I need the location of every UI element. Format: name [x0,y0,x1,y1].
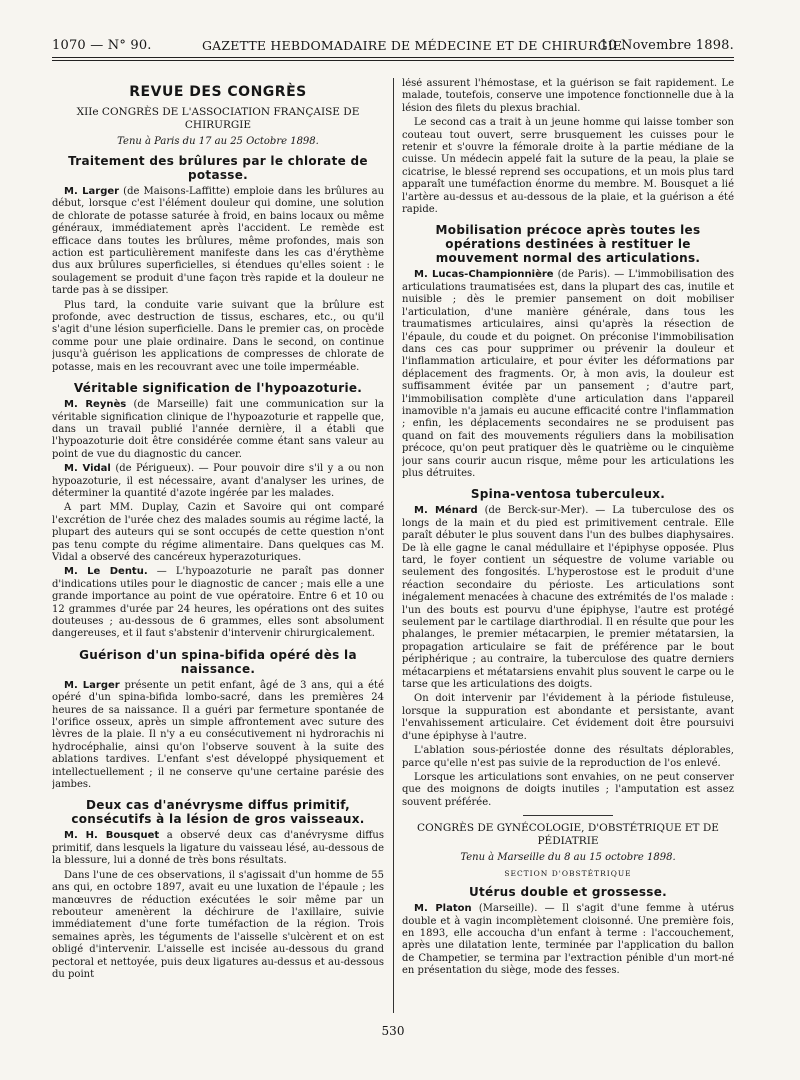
author-name: M. Le Dentu. [64,566,148,578]
article-paragraph: M. Larger présente un petit enfant, âgé de 3 ans, qui a été opéré d'un spina-bifida lombo-sacré, dans les premières 24 heures de sa naissance. Il a guéri par fermeture spontanée de l'orifice osseux, après un simple affrontement avec suture des lèvres de la plaie. Il n'y a eu consécutivement ni hydrorachis ni hydrocéphalie, ainsi qu'on l'observe souvent à la suite des ablations tardives. L'enfant s'est développé physiquement et intellectuellement ; il ne conserve qu'une certaine parésie des jambes. [52,679,384,791]
article-title-spina-ventosa: Spina-ventosa tuberculeux. [470,487,666,502]
article-title-anevrysme: Deux cas d'anévrysme diffus primitif, consécutifs à la lésion de gros vaisseaux. [71,798,365,827]
header-rule-top [52,57,734,58]
article-title-hypoazoturie: Véritable signification de l'hypoazoturie. [73,381,363,396]
article-paragraph: A part MM. Duplay, Cazin et Savoire qui ont comparé l'excrétion de l'urée chez des malades soumis au régime lacté, la plupart des auteurs qui se sont occupés de cette question n'ont pas tenu compte du régime alimentaire. Dans quelques cas M. Vidal a observé des cancéreux hyperazoturiques. [52,502,384,563]
congress-dates: Tenu à Paris du 17 au 25 Octobre 1898. [117,136,319,147]
column-divider [393,78,394,1013]
author-name: M. Reynès [64,399,127,411]
article-paragraph: Dans l'une de ces observations, il s'agissait d'un homme de 55 ans qui, en octobre 1897, avait eu une luxation de l'épaule ; les manœuvres de réduction exécutées le soir même par un rebouteur amenèrent la déchirure de l'axillaire, suivie immédiatement d'une forte tuméfaction de la région. Trois semaines après, les téguments de l'aisselle s'ulcèrent et on est obligé d'intervenir. L'aisselle est incisée au-dessous du grand pectoral et nettoyée, puis deux ligatures au-dessus et au-dessous du point [52,869,384,980]
section-title: REVUE DES CONGRÈS [129,84,307,100]
separator-rule [523,815,613,816]
header-date: 10 Novembre 1898. [599,38,734,53]
article-paragraph: Le second cas a trait à un jeune homme qui laisse tomber son couteau tout ouvert, serre brusquement les cuisses pour le retenir et s'ouvre la fémorale droite à la partie médiane de la cuisse. Un médecin appelé fait la suture de la peau, la plaie se cicatrise, le blessé reprend ses occupations, et un mois plus tard apparaît une tuméfaction énorme du membre. M. Bousquet a lié l'artère au-dessus et au-dessous de la plaie, et la guérison a été rapide. [402,117,734,216]
page-number: 530 [381,1024,405,1038]
article-paragraph: Lorsque les articulations sont envahies, on ne peut conserver que des moignons de doigts inutiles ; l'amputation est assez souvent préférée. [402,771,734,808]
author-name: M. Platon [414,903,472,915]
header-issue: 1070 — N° 90. [52,38,152,53]
article-paragraph: lésé assurent l'hémostase, et la guérison se fait rapidement. Le malade, toutefois, conserve une impotence fonctionnelle due à la lésion des filets du plexus brachial. [402,78,734,114]
author-name: M. Vidal [64,463,111,475]
left-column [52,78,384,1018]
author-name: M. Lucas-Championnière [414,269,554,281]
congress-name: CONGRÈS DE GYNÉCOLOGIE, D'OBSTÉTRIQUE ET DE PÉDIATRIE [417,822,719,848]
article-paragraph: M. Larger (de Maisons-Laffitte) emploie dans les brûlures au début, lorsque c'est l'élément douleur qui domine, une solution de chlorate de potasse saturée à froid, en bains locaux ou même généraux, immédiatement après l'accident. Le remède est efficace dans toutes les brûlures, même profondes, mais son action est particulièrement manifeste dans les cas d'érythème dus aux brûlures superficielles, si étendues qu'elles soient : le soulagement se produit d'une façon très rapide et la douleur ne tarde pas à se dissiper. [52,186,384,297]
header-rule-bottom [52,60,734,61]
article-title-uterus-double: Utérus double et grossesse. [468,885,668,900]
author-name: M. Larger [64,679,120,691]
section-label: SECTION D'OBSTÉTRIQUE [504,869,632,879]
congress-name: XIIe CONGRÈS DE L'ASSOCIATION FRANÇAISE DE CHIRURGIE [76,106,360,131]
article-paragraph: M. Lucas-Championnière (de Paris). — L'immobilisation des articulations traumatisées est, dans la plupart des cas, inutile et nuisible ; dès le premier pansement on doit mobiliser l'articulation, d'une manière générale, dans tous les traumatismes articulaires, ainsi qu'après la résection de l'épaule, du coude et du poignet. On préconise l'immobilisation dans ces cas pour supprimer ou prévenir la douleur et l'inflammation articulaire, et pour éviter les déformations par déplacement des fragments. Or, à mon avis, la douleur est suffisamment évitée par un pansement ; d'autre part, l'immobilisation complète d'une articulation dans l'appareil inamovible n'a jamais eu aucune efficacité contre l'inflammation ; enfin, les déplacements secondaires ne se produisent pas quand on fait des mouvements réguliers dans la mobilisation précoce, qu'on peut pratiquer dès le quatrième ou le cinquième jour sans courir aucun risque, même pour les articulations les plus détruites. [402,269,734,479]
running-header [52,36,734,58]
author-name: M. H. Bousquet [64,830,160,842]
article-paragraph: L'ablation sous-périostée donne des résultats déplorables, parce qu'elle n'est pas suivie de la reproduction de l'os enlevé. [402,745,734,769]
right-column [402,78,734,1018]
article-paragraph: Plus tard, la conduite varie suivant que la brûlure est profonde, avec destruction de tissus, eschares, etc., ou qu'il s'agit d'une lésion superficielle. Dans le premier cas, on procède comme pour une plaie ordinaire. Dans le second, on continue jusqu'à guérison les applications de compresses de chlorate de potasse, mais en les recouvrant avec une toile imperméable. [52,299,384,373]
article-paragraph: M. Le Dentu. — L'hypoazoturie ne paraît pas donner d'indications utiles pour le diagnostic de cancer ; mais elle a une grande importance au point de vue opératoire. Entre 6 et 10 ou 12 grammes d'urée par 24 heures, les opérations ont des suites douteuses ; au-dessous de 6 grammes, elles sont absolument dangereuses, et il faut s'abstenir d'intervenir chirurgicalement. [52,566,384,640]
article-paragraph: On doit intervenir par l'évidement à la période fistuleuse, lorsque la suppuration est abondante et persistante, avant l'envahissement articulaire. Cet évidement doit être poursuivi d'une épiphyse à l'autre. [402,693,734,742]
article-paragraph: M. Platon (Marseille). — Il s'agit d'une femme à utérus double et à vagin incomplètement cloisonné. Une première fois, en 1893, elle accoucha d'un enfant à terme : l'accouchement, après une dilatation lente, terminée par l'application du ballon de Champetier, se termina par l'extraction pénible d'un mort-né en présentation du siège, mode des fesses. [402,903,734,977]
author-name: M. Ménard [414,505,478,517]
article-paragraph: M. H. Bousquet a observé deux cas d'anévrysme diffus primitif, dans lesquels la ligature du vaisseau lésé, au-dessous de la blessure, lui a donné de très bons résultats. [52,830,384,867]
page [52,36,734,1046]
article-paragraph: M. Reynès (de Marseille) fait une communication sur la véritable signification clinique de l'hypoazoturie et rappelle que, dans un travail publié l'année dernière, il a établi que l'hypoazoturie doit être considérée comme étant sans valeur au point de vue du diagnostic du cancer. [52,399,384,460]
article-title-mobilisation: Mobilisation précoce après toutes les opérations destinées à restituer le mouvement normal des articulations. [435,223,701,266]
article-paragraph: M. Vidal (de Périgueux). — Pour pouvoir dire s'il y a ou non hypoazoturie, il est nécessaire, avant d'analyser les urines, de déterminer la quantité d'azote ingérée par les malades. [52,463,384,499]
author-name: M. Larger [64,186,120,197]
header-journal-title: GAZETTE HEBDOMADAIRE DE MÉDECINE ET DE CHIRURGIE. [202,38,627,53]
congress-dates: Tenu à Marseille du 8 au 15 octobre 1898. [460,852,676,864]
article-title-spina-bifida: Guérison d'un spina-bifida opéré dès la naissance. [79,647,357,676]
article-paragraph: M. Ménard (de Berck-sur-Mer). — La tuberculose des os longs de la main et du pied est primitivement centrale. Elle paraît débuter le plus souvent dans l'un des bulbes diaphysaires. De là elle gagne le canal médullaire et l'épiphyse opposée. Plus tard, le foyer contient un séquestre de volume variable ou seulement des fongosités. L'hyperostose est le produit d'une réaction secondaire du périoste. Les articulations sont inégalement menacées à chacune des extrémités de l'os malade : l'un des bouts est pourvu d'une épiphyse, l'autre est protégé seulement par le cartilage diarthrodial. Il en résulte que pour les phalanges, le premier métacarpien, le premier métatarsien, la propagation articulaire se fait de préférence par le bout périphérique ; au contraire, la tuberculose des quatre derniers métacarpiens et métatarsiens envahit plus souvent le carpe ou le tarse que les articulations des doigts. [402,505,734,691]
article-title-brulures: Traitement des brûlures par le chlorate de potasse. [68,154,368,182]
